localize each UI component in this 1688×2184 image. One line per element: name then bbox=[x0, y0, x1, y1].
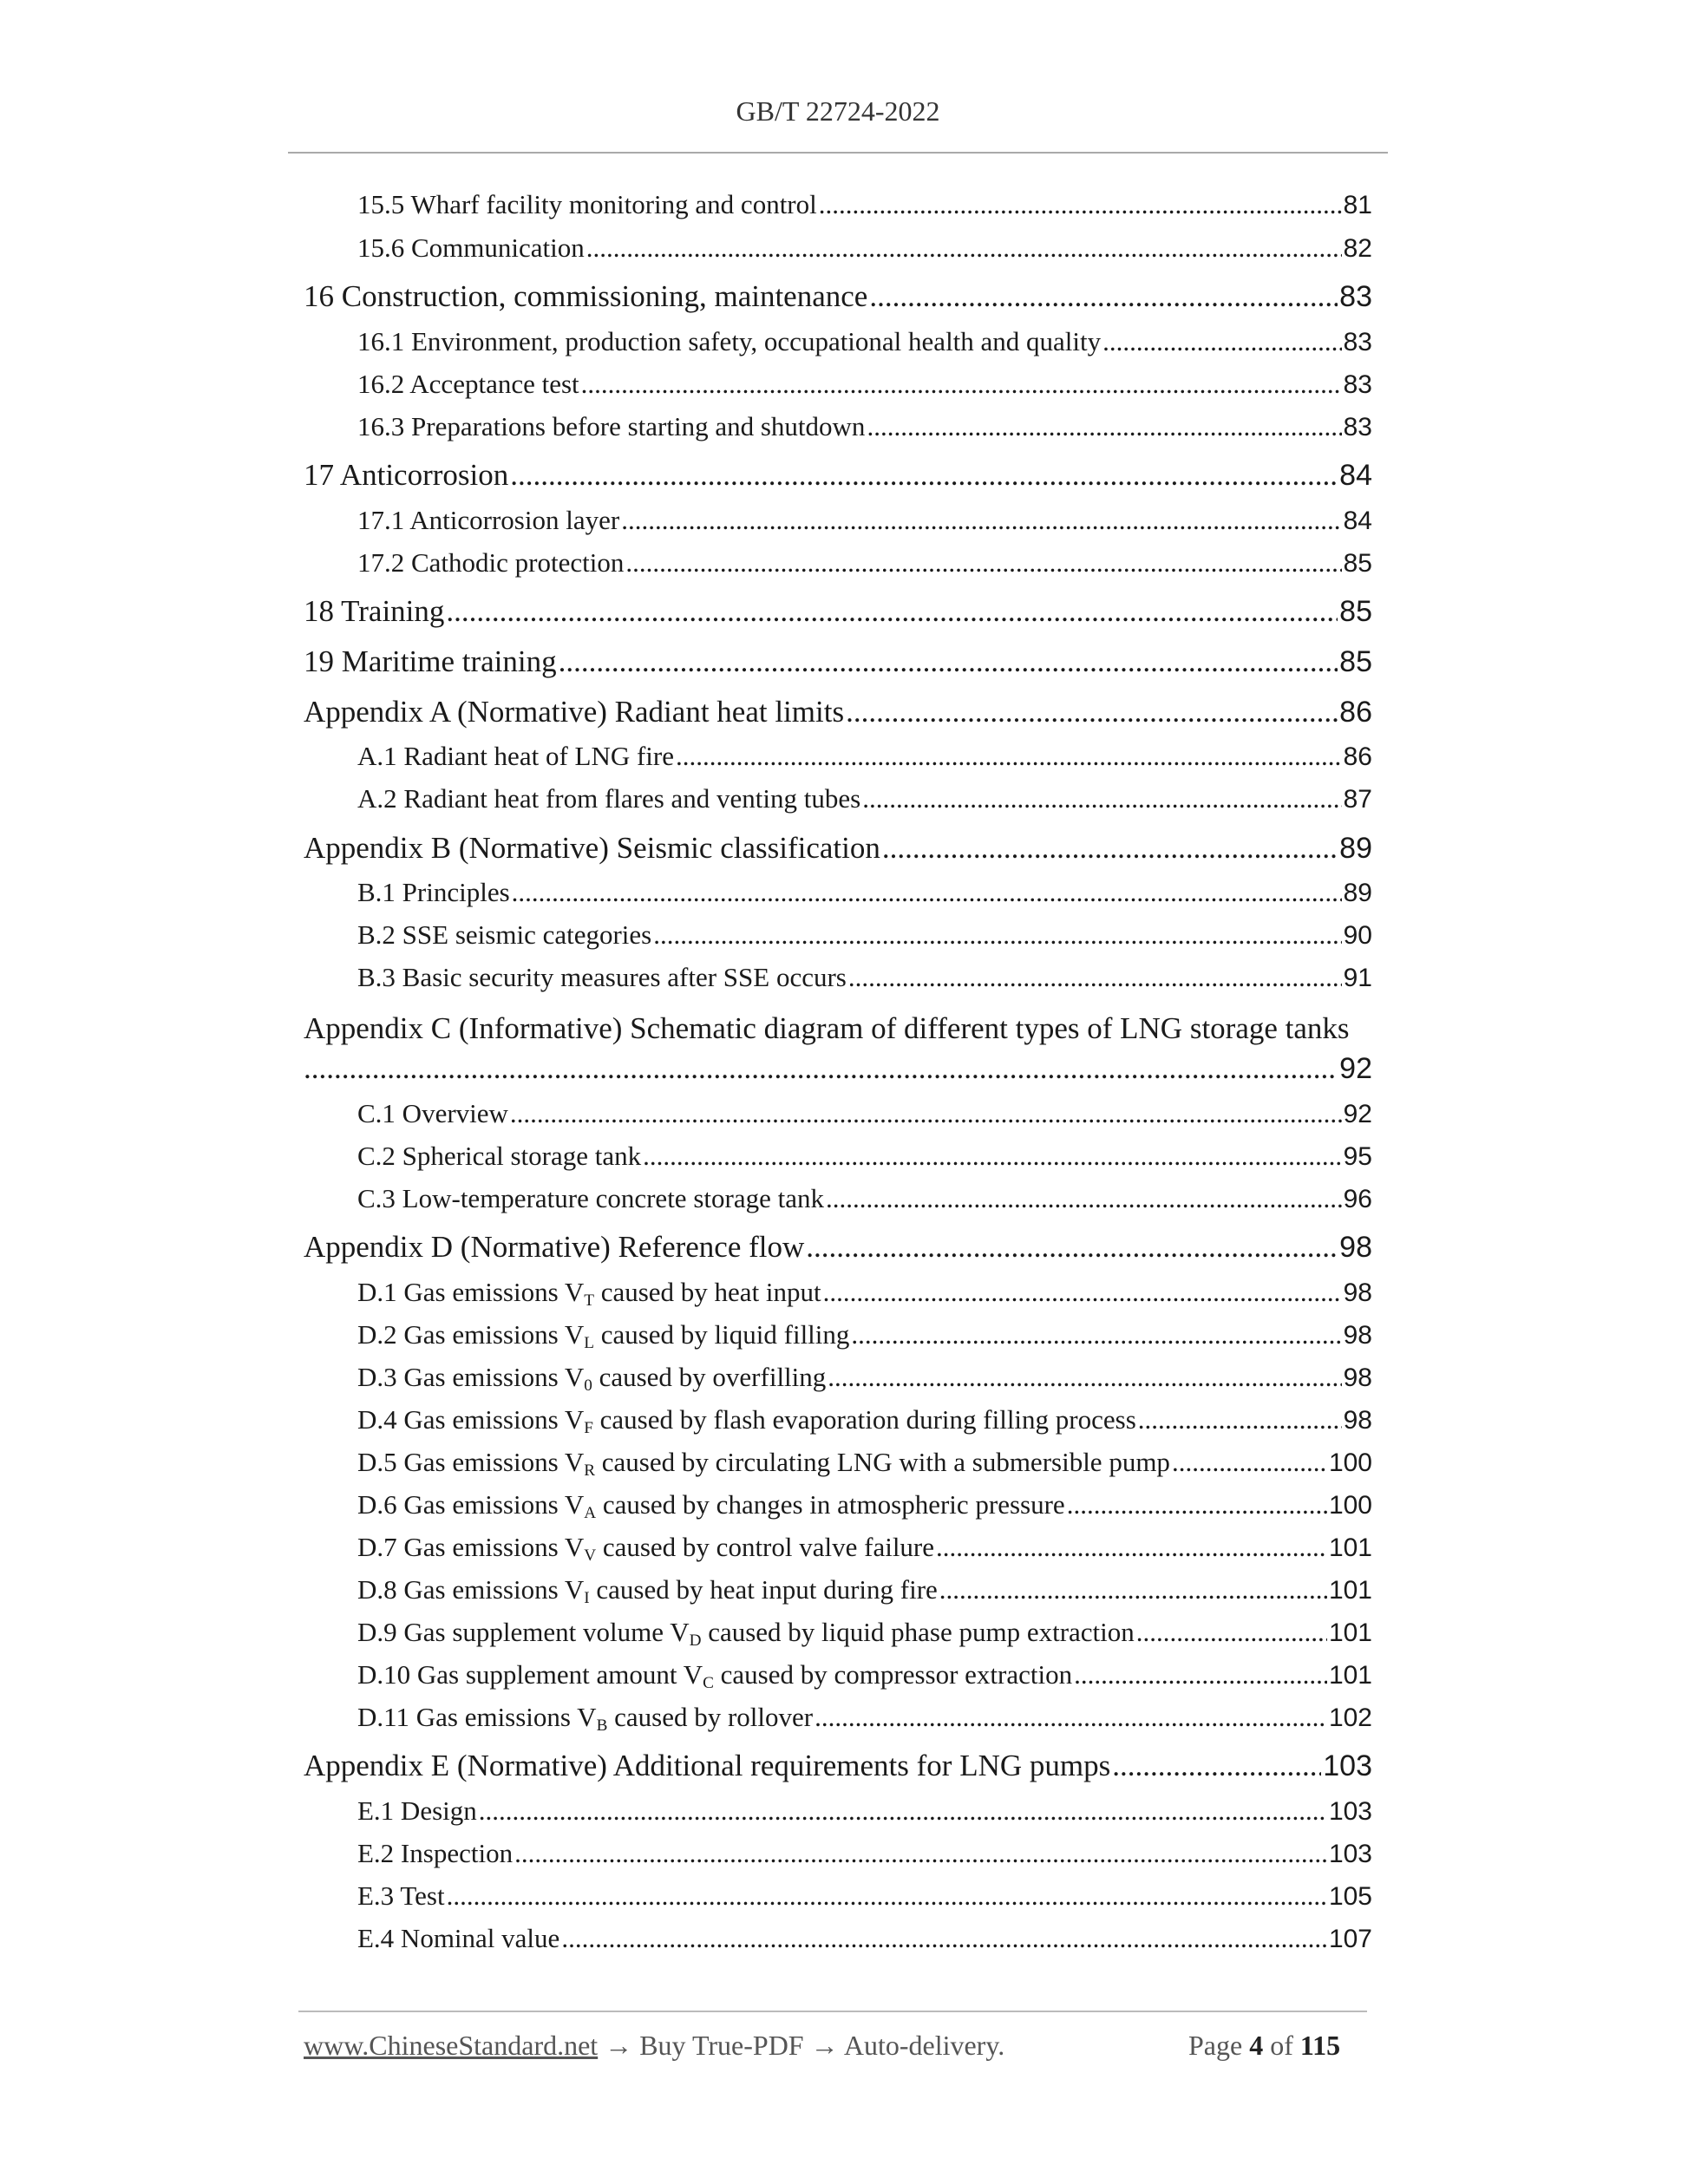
arrow-icon: → bbox=[810, 2030, 839, 2061]
toc-entry-title: C.3 Low-temperature concrete storage tank bbox=[357, 1183, 824, 1213]
toc-entry[interactable] bbox=[357, 1362, 1372, 1393]
toc-entry-title: D.7 Gas emissions $V_V$ caused by control valve failure bbox=[357, 1532, 935, 1563]
toc-dot-leader bbox=[1074, 1659, 1327, 1690]
toc-dot-leader bbox=[826, 1183, 1342, 1214]
toc-entry-title: E.1 Design bbox=[357, 1795, 477, 1826]
toc-entry[interactable] bbox=[357, 1319, 1372, 1350]
toc-dot-leader bbox=[1067, 1489, 1327, 1520]
header-divider bbox=[288, 152, 1388, 154]
toc-entry-title: D.6 Gas emissions $V_A$ caused by changes in atmospheric pressure bbox=[357, 1489, 1065, 1520]
toc-dot-leader bbox=[815, 1702, 1327, 1733]
toc-entry-title: B.3 Basic security measures after SSE occurs bbox=[357, 962, 847, 992]
toc-dot-leader bbox=[653, 919, 1341, 951]
toc-entry-title: Appendix B (Normative) Seismic classification bbox=[304, 831, 880, 865]
toc-chapter[interactable] bbox=[304, 831, 1372, 866]
toc-dot-leader bbox=[936, 1532, 1327, 1563]
toc-page-number: 100 bbox=[1328, 1448, 1372, 1477]
toc-page-number: 87 bbox=[1343, 785, 1372, 814]
toc-entry[interactable] bbox=[357, 1617, 1372, 1648]
toc-page-number: 92 bbox=[1339, 1052, 1372, 1085]
toc-dot-leader bbox=[819, 189, 1342, 220]
toc-dot-leader bbox=[882, 831, 1338, 866]
toc-entry[interactable] bbox=[357, 1141, 1372, 1172]
toc-page-number: 89 bbox=[1343, 879, 1372, 907]
toc-dot-leader bbox=[1172, 1447, 1327, 1478]
toc-dot-leader bbox=[1112, 1749, 1321, 1783]
toc-page-number: 83 bbox=[1343, 328, 1372, 356]
toc-page-number: 84 bbox=[1339, 459, 1372, 492]
toc-entry[interactable] bbox=[357, 505, 1372, 536]
toc-entry[interactable] bbox=[357, 1404, 1372, 1435]
toc-dot-leader bbox=[446, 594, 1338, 629]
toc-dot-leader bbox=[625, 547, 1341, 579]
toc-page-number: 85 bbox=[1339, 645, 1372, 678]
document-header: GB/T 22724-2022 bbox=[736, 95, 940, 127]
toc-dot-leader bbox=[479, 1795, 1327, 1827]
toc-entry[interactable] bbox=[357, 919, 1372, 951]
toc-dot-leader bbox=[806, 1230, 1338, 1265]
toc-entry[interactable] bbox=[357, 1447, 1372, 1478]
toc-entry-title: D.2 Gas emissions $V_L$ caused by liquid filling bbox=[357, 1319, 850, 1350]
toc-entry-title: Appendix D (Normative) Reference flow bbox=[304, 1230, 805, 1264]
toc-dot-leader bbox=[514, 1838, 1327, 1869]
toc-entry[interactable] bbox=[357, 1277, 1372, 1308]
toc-entry[interactable] bbox=[357, 189, 1372, 220]
toc-entry[interactable] bbox=[357, 411, 1372, 442]
toc-entry[interactable] bbox=[357, 1489, 1372, 1520]
toc-dot-leader bbox=[510, 1098, 1342, 1129]
toc-entry[interactable] bbox=[357, 962, 1372, 993]
toc-dot-leader bbox=[851, 1319, 1341, 1350]
toc-page-number: 86 bbox=[1343, 742, 1372, 771]
toc-chapter[interactable] bbox=[304, 458, 1372, 493]
toc-page-number: 89 bbox=[1339, 832, 1372, 865]
toc-page-number: 84 bbox=[1343, 507, 1372, 535]
toc-dot-leader bbox=[512, 877, 1342, 908]
buy-true-pdf-link[interactable]: Buy True-PDF bbox=[639, 2030, 804, 2061]
toc-page-number: 85 bbox=[1343, 549, 1372, 578]
toc-entry-title: D.11 Gas emissions $V_B$ caused by rollover bbox=[357, 1702, 814, 1733]
toc-entry[interactable] bbox=[357, 1098, 1372, 1129]
website-link[interactable]: www.ChineseStandard.net bbox=[304, 2030, 599, 2061]
toc-entry-title: D.10 Gas supplement amount $V_C$ caused by compressor extraction bbox=[357, 1659, 1073, 1690]
toc-entry-title: D.3 Gas emissions $V_0$ caused by overfilling bbox=[357, 1362, 827, 1393]
toc-entry-title: C.2 Spherical storage tank bbox=[357, 1141, 642, 1171]
toc-entry[interactable] bbox=[357, 1880, 1372, 1912]
page-label: Page bbox=[1188, 2030, 1243, 2061]
toc-entry-title: 15.5 Wharf facility monitoring and control bbox=[357, 189, 817, 219]
toc-page-number: 98 bbox=[1339, 1231, 1372, 1264]
toc-entry-title: 16.2 Acceptance test bbox=[357, 369, 579, 399]
toc-page-number: 100 bbox=[1328, 1491, 1372, 1520]
toc-chapter-title-line[interactable] bbox=[304, 1011, 1372, 1046]
toc-entry-title: A.2 Radiant heat from flares and venting tubes bbox=[357, 783, 861, 814]
toc-page-number: 85 bbox=[1339, 595, 1372, 628]
toc-entry-title: C.1 Overview bbox=[357, 1098, 508, 1128]
toc-entry[interactable] bbox=[357, 1532, 1372, 1563]
toc-page-number: 98 bbox=[1343, 1278, 1372, 1307]
arrow-icon: → bbox=[605, 2030, 633, 2061]
toc-dot-leader bbox=[867, 411, 1341, 442]
toc-entry-title: 16.1 Environment, production safety, occupational health and quality bbox=[357, 326, 1102, 356]
footer-divider bbox=[298, 2011, 1367, 2012]
toc-entry-title: B.1 Principles bbox=[357, 877, 510, 907]
toc-entry[interactable] bbox=[357, 783, 1372, 814]
toc-page-number: 91 bbox=[1343, 964, 1372, 992]
toc-chapter-leader-line[interactable] bbox=[304, 1051, 1372, 1086]
toc-chapter[interactable] bbox=[304, 279, 1372, 314]
toc-dot-leader bbox=[561, 1923, 1327, 1954]
toc-page-number: 103 bbox=[1328, 1797, 1372, 1826]
toc-dot-leader bbox=[848, 962, 1342, 993]
toc-page-number: 101 bbox=[1328, 1576, 1372, 1605]
toc-page-number: 102 bbox=[1328, 1703, 1372, 1732]
toc-page-number: 86 bbox=[1339, 696, 1372, 729]
toc-entry-title: 16.3 Preparations before starting and shutdown bbox=[357, 411, 866, 441]
toc-entry-title: Appendix E (Normative) Additional requirements for LNG pumps bbox=[304, 1749, 1111, 1782]
toc-entry-title: E.3 Test bbox=[357, 1880, 445, 1911]
toc-page-number: 107 bbox=[1328, 1925, 1372, 1953]
toc-entry[interactable] bbox=[357, 1659, 1372, 1690]
toc-chapter[interactable] bbox=[304, 695, 1372, 729]
toc-dot-leader bbox=[586, 232, 1342, 264]
footer-promo bbox=[304, 2030, 1004, 2062]
toc-dot-leader bbox=[1138, 1404, 1342, 1435]
toc-page-number: 98 bbox=[1343, 1406, 1372, 1435]
toc-entry-title: B.2 SSE seismic categories bbox=[357, 919, 652, 950]
toc-page-number: 105 bbox=[1328, 1882, 1372, 1911]
toc-dot-leader bbox=[828, 1362, 1341, 1393]
toc-entry[interactable] bbox=[357, 547, 1372, 579]
toc-dot-leader bbox=[581, 369, 1342, 400]
toc-dot-leader bbox=[304, 1051, 1338, 1086]
toc-entry-title: Appendix C (Informative) Schematic diagram of different types of LNG storage tanks bbox=[304, 1011, 1350, 1045]
toc-page-number: 82 bbox=[1343, 234, 1372, 263]
toc-entry[interactable] bbox=[357, 326, 1372, 357]
toc-chapter[interactable] bbox=[304, 644, 1372, 679]
toc-dot-leader bbox=[862, 783, 1341, 814]
toc-entry-title: E.2 Inspection bbox=[357, 1838, 514, 1868]
total-pages: 115 bbox=[1299, 2030, 1341, 2061]
toc-page-number: 92 bbox=[1343, 1100, 1372, 1128]
toc-page-number: 81 bbox=[1343, 191, 1372, 219]
toc-entry[interactable] bbox=[357, 369, 1372, 400]
toc-entry-title: D.4 Gas emissions $V_F$ caused by flash evaporation during filling process bbox=[357, 1404, 1136, 1435]
toc-entry[interactable] bbox=[357, 877, 1372, 908]
toc-dot-leader bbox=[823, 1277, 1342, 1308]
toc-page-number: 101 bbox=[1328, 1661, 1372, 1690]
toc-dot-leader bbox=[510, 458, 1338, 493]
toc-page-number: 101 bbox=[1328, 1618, 1372, 1647]
toc-dot-leader bbox=[1136, 1617, 1327, 1648]
auto-delivery-text: Auto-delivery. bbox=[843, 2030, 1005, 2061]
toc-entry[interactable] bbox=[357, 1795, 1372, 1827]
toc-chapter[interactable] bbox=[304, 1749, 1372, 1783]
toc-page-number: 101 bbox=[1328, 1533, 1372, 1562]
toc-entry-title: 18 Training bbox=[304, 594, 445, 628]
toc-page-number: 83 bbox=[1339, 280, 1372, 313]
toc-dot-leader bbox=[621, 505, 1341, 536]
toc-entry[interactable] bbox=[357, 1702, 1372, 1733]
toc-entry-title: D.9 Gas supplement volume $V_D$ caused by liquid phase pump extraction bbox=[357, 1617, 1135, 1648]
toc-page-number: 90 bbox=[1343, 921, 1372, 950]
toc-entry-title: Appendix A (Normative) Radiant heat limits bbox=[304, 695, 845, 729]
toc-dot-leader bbox=[559, 644, 1338, 679]
toc-page-number: 103 bbox=[1328, 1840, 1372, 1868]
toc-entry-title: 17.2 Cathodic protection bbox=[357, 547, 625, 578]
toc-entry-title: A.1 Radiant heat of LNG fire bbox=[357, 741, 674, 771]
toc-entry-title: 15.6 Communication bbox=[357, 232, 585, 263]
toc-entry-title: E.4 Nominal value bbox=[357, 1923, 560, 1953]
toc-page-number: 95 bbox=[1343, 1142, 1372, 1171]
toc-entry-title: D.8 Gas emissions $V_I$ caused by heat input during fire bbox=[357, 1574, 938, 1605]
toc-entry-title: 19 Maritime training bbox=[304, 644, 557, 678]
current-page-number: 4 bbox=[1249, 2030, 1264, 2061]
toc-chapter[interactable] bbox=[304, 594, 1372, 629]
toc-entry[interactable] bbox=[357, 1838, 1372, 1869]
toc-entry[interactable] bbox=[357, 1574, 1372, 1605]
toc-page-number: 98 bbox=[1343, 1363, 1372, 1392]
toc-entry-title: 16 Construction, commissioning, maintenance bbox=[304, 279, 868, 313]
toc-entry-title: 17.1 Anticorrosion layer bbox=[357, 505, 620, 535]
toc-entry[interactable] bbox=[357, 232, 1372, 264]
toc-page-number: 98 bbox=[1343, 1321, 1372, 1350]
of-label: of bbox=[1270, 2030, 1293, 2061]
toc-dot-leader bbox=[447, 1880, 1327, 1912]
toc-entry[interactable] bbox=[357, 1923, 1372, 1954]
toc-dot-leader bbox=[643, 1141, 1341, 1172]
toc-page-number: 103 bbox=[1323, 1749, 1372, 1782]
toc-entry[interactable] bbox=[357, 741, 1372, 772]
toc-dot-leader bbox=[869, 279, 1338, 314]
toc-chapter[interactable] bbox=[304, 1230, 1372, 1265]
toc-entry-title: D.1 Gas emissions $V_T$ caused by heat input bbox=[357, 1277, 821, 1308]
toc-page-number: 83 bbox=[1343, 370, 1372, 399]
toc-dot-leader bbox=[676, 741, 1342, 772]
toc-page-number: 83 bbox=[1343, 413, 1372, 441]
toc-page-number: 96 bbox=[1343, 1185, 1372, 1213]
toc-dot-leader bbox=[846, 695, 1338, 729]
toc-entry-title: 17 Anticorrosion bbox=[304, 458, 509, 492]
toc-entry-title: D.5 Gas emissions $V_R$ caused by circulating LNG with a submersible pump bbox=[357, 1447, 1170, 1478]
toc-dot-leader bbox=[1102, 326, 1341, 357]
toc-dot-leader bbox=[939, 1574, 1327, 1605]
toc-entry[interactable] bbox=[357, 1183, 1372, 1214]
page-indicator bbox=[1188, 2030, 1340, 2062]
